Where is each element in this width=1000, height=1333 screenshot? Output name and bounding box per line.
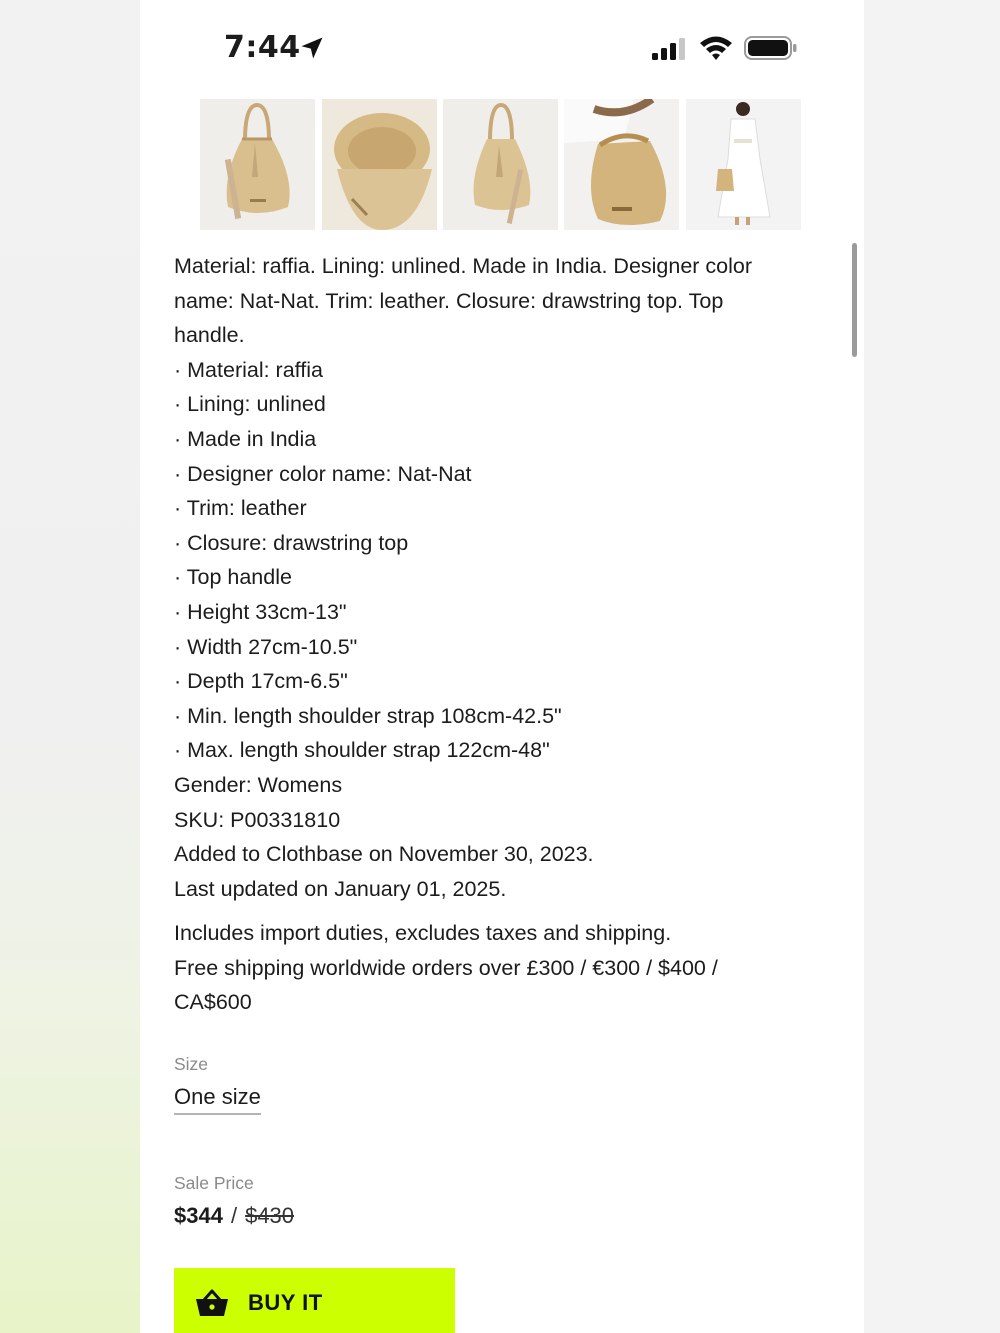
price-separator: / [230,1203,238,1228]
status-time: 7:44 [224,30,301,65]
thumbnail-bag-front[interactable] [200,99,315,230]
thumbnail-bag-on-shoulder[interactable] [564,99,679,230]
product-description [174,249,794,1020]
size-option[interactable]: One size [174,1084,261,1115]
thumbnail-bag-side[interactable] [443,99,558,230]
bullet-item: · Width 27cm-10.5" [174,630,794,665]
sku-text: SKU: P00331810 [174,807,341,832]
bullet-item: · Height 33cm-13" [174,595,794,630]
status-bar [140,0,864,96]
free-shipping-text: Free shipping worldwide orders over £300 / €300 / $400 / CA$600 [174,955,718,1015]
bullet-item: · Designer color name: Nat-Nat [174,457,794,492]
image-gallery [200,99,802,230]
bullet-item: · Top handle [174,560,794,595]
size-label: Size [174,1054,209,1074]
updated-date-text: Last updated on January 01, 2025. [174,876,507,901]
background-right [864,0,1000,1333]
bullet-item: · Made in India [174,422,794,457]
description-bullets [174,353,794,768]
added-date-text: Added to Clothbase on November 30, 2023. [174,842,594,867]
bullet-item: · Depth 17cm-6.5" [174,664,794,699]
bullet-item: · Material: raffia [174,353,794,388]
original-price: $430 [245,1203,295,1228]
phone-screen [140,0,864,1333]
bullet-item: · Trim: leather [174,491,794,526]
wifi-icon [698,34,734,62]
description-intro: Material: raffia. Lining: unlined. Made in India. Designer color name: Nat-Nat. Trim: leather. Closure: drawstring top. Top handle. [174,254,753,348]
bullet-item: · Max. length shoulder strap 122cm-48" [174,733,794,768]
sale-price-label: Sale Price [174,1173,254,1193]
gender-text: Gender: Womens [174,772,343,797]
thumbnail-model-full-body[interactable] [686,99,801,230]
shipping-info [174,916,794,1020]
bullet-item: · Min. length shoulder strap 108cm-42.5" [174,699,794,734]
basket-icon [194,1288,230,1318]
buy-it-label: BUY IT [248,1290,323,1315]
scrollbar-thumb[interactable] [852,243,857,357]
sale-price: $344 [174,1203,223,1228]
location-arrow-icon [298,34,326,62]
background-left [0,0,140,1333]
bullet-item: · Lining: unlined [174,387,794,422]
battery-icon [744,35,798,61]
buy-it-button[interactable] [174,1268,455,1333]
thumbnail-bag-open-interior[interactable] [322,99,437,230]
cellular-signal-icon [650,37,690,61]
bullet-item: · Closure: drawstring top [174,526,794,561]
duties-text: Includes import duties, excludes taxes and shipping. [174,921,672,946]
price-row [174,1203,294,1229]
